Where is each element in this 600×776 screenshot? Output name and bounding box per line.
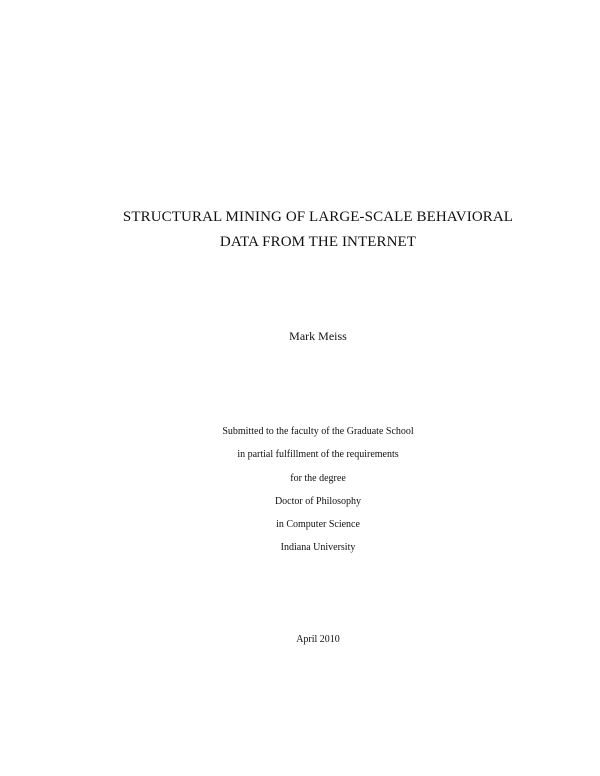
submission-line-6: Indiana University xyxy=(280,542,356,554)
submission-line-3: for the degree xyxy=(290,472,346,484)
submission-date: April 2010 xyxy=(296,634,340,645)
submission-line-5: in Computer Science xyxy=(276,519,360,531)
thesis-title-line-1: STRUCTURAL MINING OF LARGE-SCALE BEHAVIORAL xyxy=(122,209,514,225)
thesis-title xyxy=(0,205,600,255)
thesis-title-line-2: DATA FROM THE INTERNET xyxy=(219,234,417,250)
submission-statement xyxy=(0,420,600,560)
submission-line-2: in partial fulfillment of the requirements xyxy=(237,449,399,461)
author-name: Mark Meiss xyxy=(289,329,347,343)
submission-line-1: Submitted to the faculty of the Graduate School xyxy=(222,426,414,437)
submission-line-4: Doctor of Philosophy xyxy=(274,495,362,507)
